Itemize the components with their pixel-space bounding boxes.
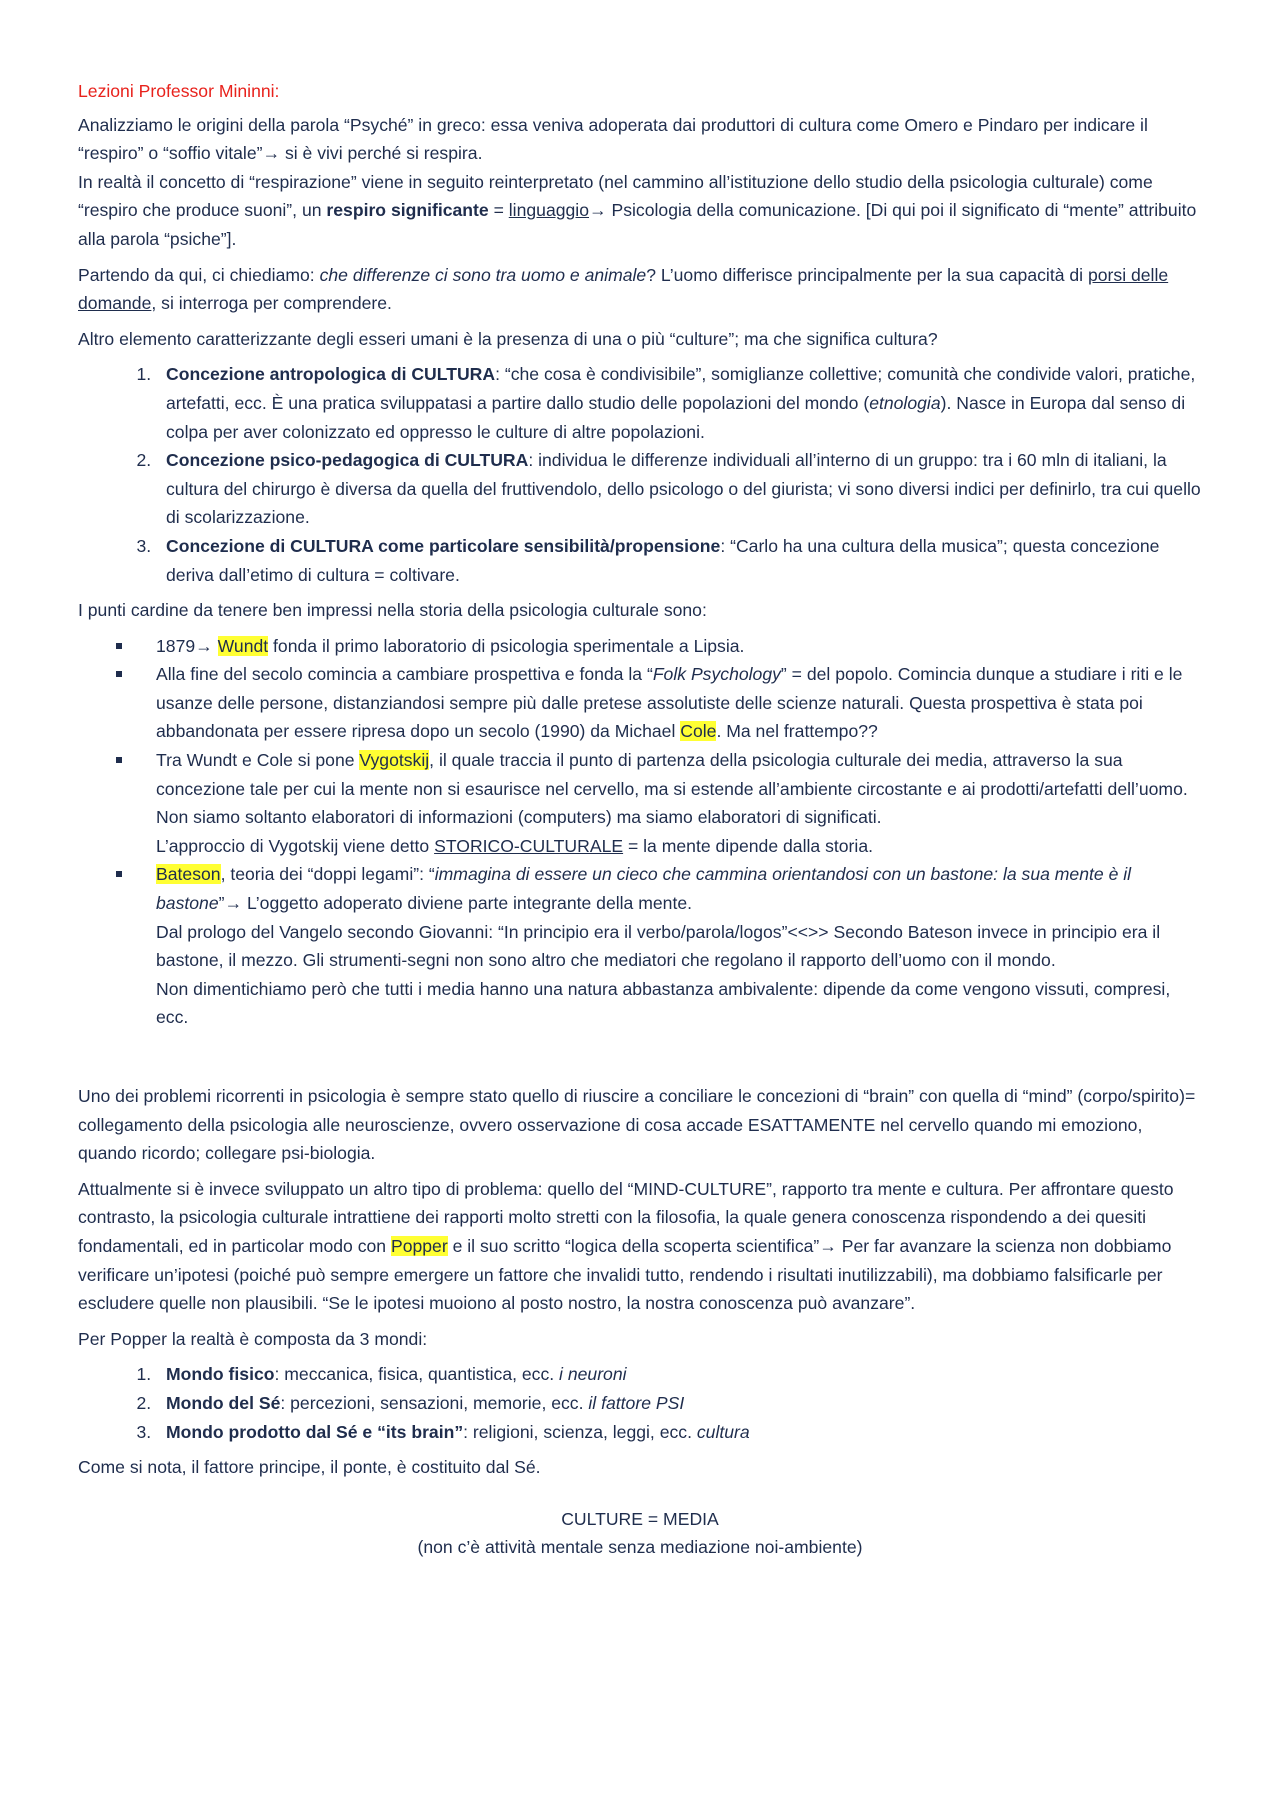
text: , si interroga per comprendere.: [151, 293, 392, 314]
text: : individua le differenze individuali all’interno di un gruppo: tra i 60 mln di italiani, la cultura del chirurgo è diversa da quella del fruttivendolo, dello psicologo o del giurista; vi sono diversi indici per definirlo, tra cui quello di scolarizzazione.: [166, 450, 1201, 528]
highlighted-text: Cole: [680, 721, 717, 742]
list-item: [156, 1360, 1202, 1389]
text: : “Carlo ha una cultura della musica”; questa concezione deriva dall’etimo di cultura = coltivare.: [166, 535, 1160, 585]
text: Alla fine del secolo comincia a cambiare prospettiva e fonda la “: [156, 664, 653, 685]
highlighted-text: Vygotskij: [359, 750, 430, 771]
text: Analizziamo le origini della parola “Psyché” in greco: essa veniva adoperata dai produttori di cultura come Omero e Pindaro per indicare il “respiro” o “soffio vitale”→ si è vivi perché si respira.: [78, 114, 1148, 164]
text: ” = del popolo. Comincia dunque a studiare i riti e le usanze delle persone, distanziandosi sempre più dalle pretese assolutiste delle scienze naturali. Questa prospettiva è stata poi abbandonata per essere ripresa dopo un secolo (1990) da Michael: [156, 664, 1183, 742]
paragraph-popper-worlds-intro: Per Popper la realtà è composta da 3 mondi:: [78, 1328, 428, 1349]
text: ”→ L’oggetto adoperato diviene parte integrante della mente.: [218, 893, 693, 914]
culture-definitions-list: [78, 360, 1202, 589]
footer-equation: CULTURE = MEDIA: [561, 1508, 719, 1529]
list-item: [156, 860, 1202, 1032]
bold-text: respiro significante: [326, 200, 489, 221]
text: . Ma nel frattempo??: [716, 721, 878, 742]
highlighted-text: Bateson: [156, 864, 221, 885]
bold-text: Mondo fisico: [166, 1364, 275, 1385]
text: e il suo scritto “logica della scoperta scientifica”→ Per far avanzare la scienza non dobbiamo verificare un’ipotesi (poiché può sempre emergere un fattore che invalidi tutto, rendendo i risultati inutilizzabili), ma dobbiamo falsificarle per escludere quelle non plausibili. “Se le ipotesi muoiono al posto nostro, la nostra conoscenza può avanzare”.: [78, 1235, 1172, 1314]
footer-note: (non c’è attività mentale senza mediazione noi-ambiente): [417, 1537, 863, 1558]
list-item: [156, 360, 1202, 446]
italic-text: immagina di essere un cieco che cammina orientandosi con un bastone: la sua mente è il bastone: [156, 864, 1132, 914]
square-bullet-icon: [116, 671, 122, 677]
italic-text: il fattore PSI: [588, 1392, 685, 1413]
bold-text: Mondo prodotto dal Sé e “its brain”: [166, 1421, 464, 1442]
list-item: [156, 446, 1202, 532]
underlined-text: porsi delle domande: [78, 264, 1169, 314]
list-item: [156, 660, 1202, 746]
text: ). Nasce in Europa dal senso di colpa per aver colonizzato ed oppresso le culture di altre popolazioni.: [166, 392, 1186, 442]
text: , teoria dei “doppi legami”: “: [220, 864, 435, 885]
italic-text: che differenze ci sono tra uomo e animale: [319, 264, 647, 285]
italic-text: cultura: [696, 1421, 750, 1442]
text: 1879→: [156, 635, 218, 656]
document-title: Lezioni Professor Mininni:: [78, 81, 280, 101]
bold-text: Concezione psico-pedagogica di CULTURA: [166, 450, 529, 471]
text: Non siamo soltanto elaboratori di informazioni (computers) ma siamo elaboratori di significati.: [156, 807, 882, 828]
list-item: [156, 632, 1202, 661]
text: fonda il primo laboratorio di psicologia sperimentale a Lipsia.: [268, 635, 745, 656]
text: , il quale traccia il punto di partenza della psicologia culturale dei media, attraverso la sua concezione tale per cui la mente non si esaurisce nel cervello, ma si estende all’ambiente circostante e ai prodotti/artefatti dell’uomo.: [156, 750, 1188, 799]
centered-footer: [78, 1505, 1202, 1562]
paragraph-culture-question: Altro elemento caratterizzante degli esseri umani è la presenza di una o più “culture”; ma che significa cultura?: [78, 328, 938, 349]
underlined-text: STORICO-CULTURALE: [434, 835, 624, 856]
text: =: [488, 200, 509, 221]
text: ? L’uomo differisce principalmente per la sua capacità di: [646, 264, 1088, 285]
highlighted-text: Wundt: [217, 635, 269, 656]
underlined-text: linguaggio: [508, 200, 589, 221]
paragraph-mind-culture: [78, 1175, 1202, 1318]
bold-text: Concezione antropologica di CULTURA: [166, 364, 496, 385]
highlighted-text: Popper: [390, 1235, 448, 1256]
text: L’approccio di Vygotskij viene detto: [156, 835, 435, 856]
list-item: [156, 532, 1202, 589]
square-bullet-icon: [116, 871, 122, 877]
text: : percezioni, sensazioni, memorie, ecc.: [280, 1392, 589, 1413]
text: Non dimentichiamo però che tutti i media hanno una natura abbastanza ambivalente: dipende da come vengono vissuti, compresi, ecc.: [156, 978, 1171, 1028]
list-item: [156, 746, 1202, 860]
paragraph-brain-mind: Uno dei problemi ricorrenti in psicologia è sempre stato quello di riuscire a conciliare le concezioni di “brain” con quella di “mind” (corpo/spirito)= collegamento della psicologia alle neuroscienze, ovvero osservazione di cosa accade ESATTAMENTE nel cervello quando mi emoziono, quando ricordo; collegare psi-biologia.: [78, 1086, 1196, 1164]
spacer: [78, 1039, 1202, 1082]
square-bullet-icon: [116, 757, 122, 763]
list-item: [156, 1389, 1202, 1418]
list-item: [156, 1418, 1202, 1447]
text: Tra Wundt e Cole si pone: [156, 750, 360, 771]
text: : “che cosa è condivisibile”, somiglianze collettive; comunità che condivide valori, pratiche, artefatti, ecc. È una pratica sviluppatasi a partire dallo studio delle popolazioni del mondo (: [166, 364, 1196, 413]
text: Dal prologo del Vangelo secondo Giovanni: “In principio era il verbo/parola/logos”<<>> Secondo Bateson invece in principio era il bastone, il mezzo. Gli strumenti-segni non sono altro che mediatori che regolano il rapporto dell’uomo con il mondo.: [156, 921, 1161, 971]
italic-text: i neuroni: [559, 1364, 627, 1385]
paragraph-uomo-animale: [78, 261, 1202, 318]
key-points-list: [78, 632, 1202, 1032]
square-bullet-icon: [116, 643, 122, 649]
text: In realtà il concetto di “respirazione” viene in seguito reinterpretato (nel cammino all’istituzione dello studio della psicologia culturale) come “respiro che produce suoni”, un: [78, 171, 1153, 221]
popper-worlds-list: [78, 1360, 1202, 1446]
bold-text: Concezione di CULTURA come particolare sensibilità/propensione: [166, 535, 721, 556]
paragraph-key-points-intro: I punti cardine da tenere ben impressi nella storia della psicologia culturale sono:: [78, 600, 707, 621]
text: Attualmente si è invece sviluppato un altro tipo di problema: quello del “MIND-CULTURE”, rapporto tra mente e cultura. Per affrontare questo contrasto, la psicologia culturale intrattiene dei rapporti molto stretti con la filosofia, la quale genera conoscenza rispondendo a dei quesiti fondamentali, ed in particolar modo con: [78, 1178, 1174, 1256]
text: = la mente dipende dalla storia.: [623, 835, 873, 856]
paragraph-psyche-origin: [78, 111, 1202, 254]
text: : meccanica, fisica, quantistica, ecc.: [274, 1364, 560, 1385]
text: → Psicologia della comunicazione. [Di qui poi il significato di “mente” attribuito alla parola “psiche”].: [78, 200, 1197, 249]
text: : religioni, scienza, leggi, ecc.: [463, 1421, 697, 1442]
bold-text: Mondo del Sé: [166, 1392, 281, 1413]
italic-text: etnologia: [869, 392, 941, 413]
italic-text: Folk Psychology: [652, 664, 781, 685]
text: Partendo da qui, ci chiediamo:: [78, 264, 320, 285]
paragraph-conclusion: Come si nota, il fattore principe, il ponte, è costituito dal Sé.: [78, 1457, 541, 1478]
